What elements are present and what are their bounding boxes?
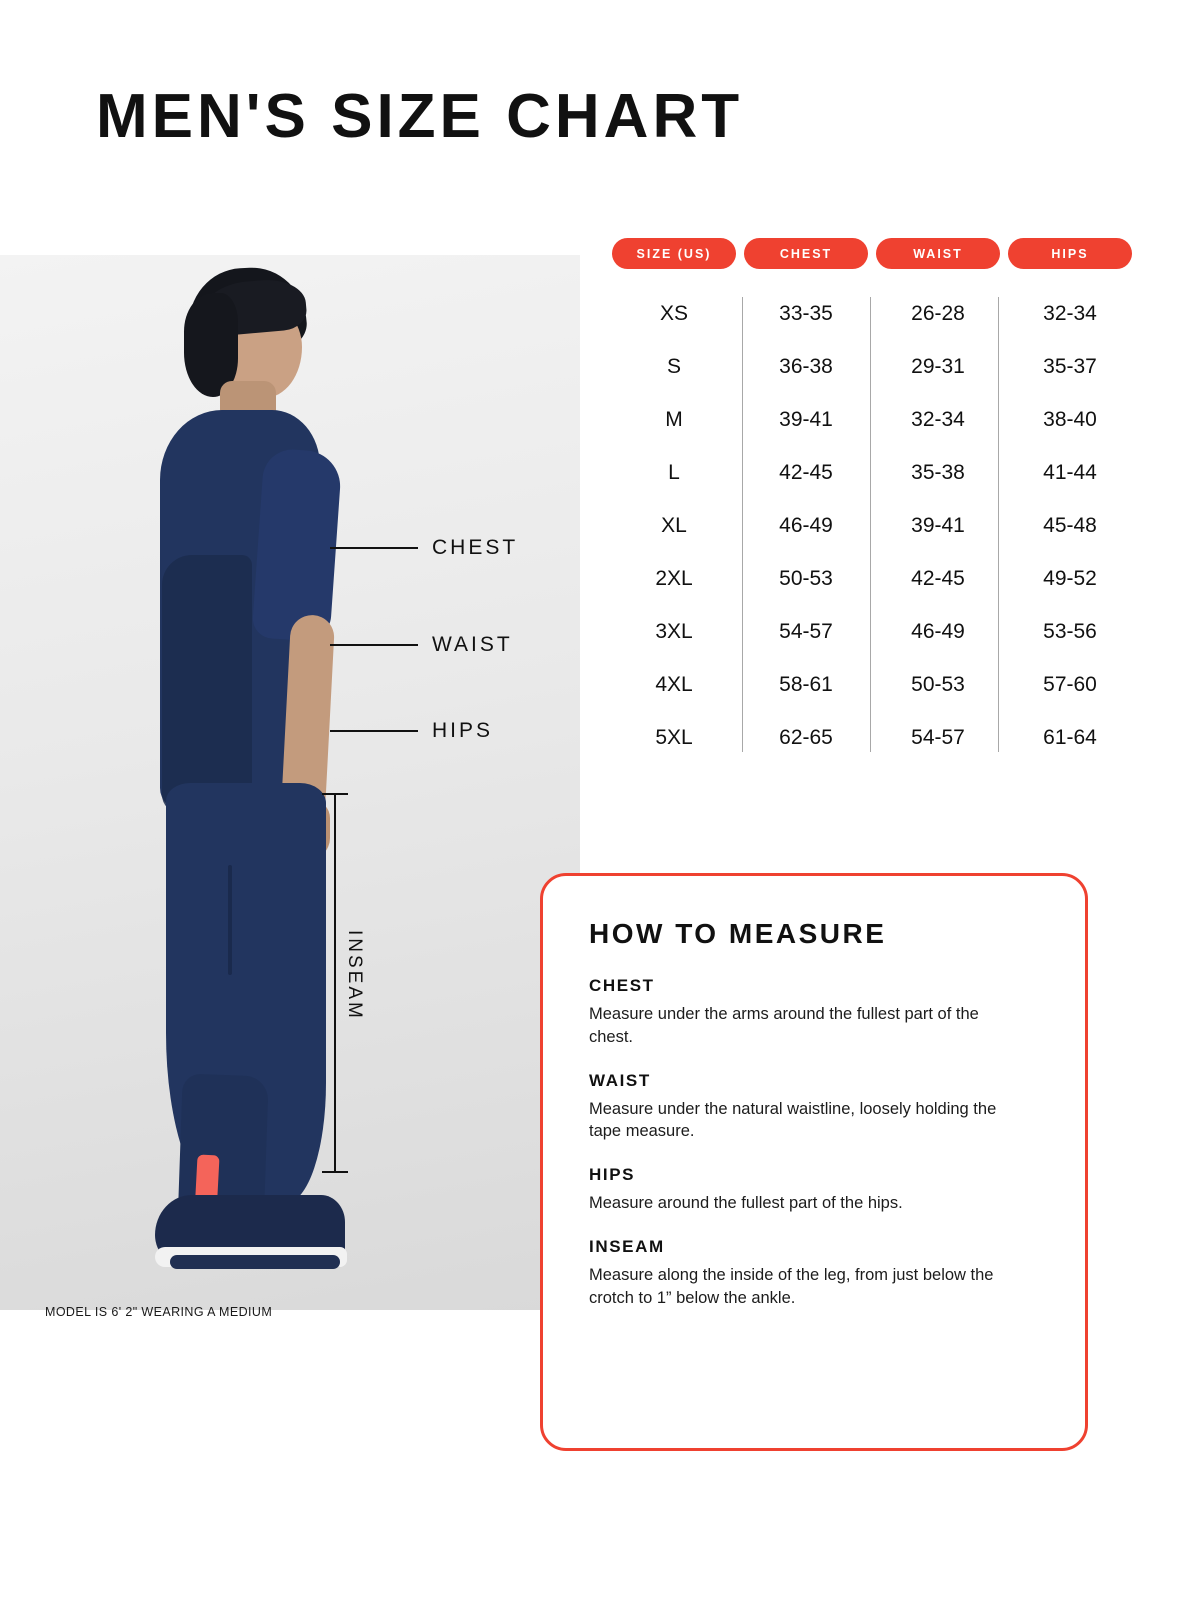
how-to-item-inseam: [589, 1237, 1039, 1310]
cell-size: XL: [661, 513, 687, 537]
column-header-waist: WAIST: [876, 238, 1000, 269]
cell-hips: 53-56: [1043, 619, 1097, 643]
column-header-size: SIZE (US): [612, 238, 736, 269]
cell-waist: 46-49: [911, 619, 965, 643]
model-top-shadow: [162, 555, 252, 813]
table-row: [612, 446, 1132, 499]
cell-size: M: [665, 407, 683, 431]
cell-size: S: [666, 354, 681, 378]
how-to-term-waist: WAIST: [589, 1070, 651, 1090]
table-divider: [998, 297, 999, 752]
cell-waist: 35-38: [911, 460, 965, 484]
cell-waist: 42-45: [911, 566, 965, 590]
cell-hips: 45-48: [1043, 513, 1097, 537]
cell-hips: 49-52: [1043, 566, 1097, 590]
cell-chest: 42-45: [779, 460, 833, 484]
callout-line-icon: [330, 730, 418, 732]
callout-chest-label: CHEST: [432, 536, 519, 559]
cell-chest: 46-49: [779, 513, 833, 537]
table-row: [612, 658, 1132, 711]
cell-chest: 36-38: [779, 354, 833, 378]
cell-chest: 33-35: [779, 301, 833, 325]
column-header-hips: HIPS: [1008, 238, 1132, 269]
cell-chest: 58-61: [779, 672, 833, 696]
inseam-cap-bottom-icon: [322, 1171, 348, 1173]
cell-waist: 54-57: [911, 725, 965, 749]
how-to-item-hips: [589, 1165, 1039, 1215]
table-row: [612, 393, 1132, 446]
how-to-desc-chest: Measure under the arms around the fullest part of the chest.: [589, 1005, 979, 1046]
how-to-measure-card: [540, 873, 1088, 1451]
cell-hips: 41-44: [1043, 460, 1097, 484]
cell-waist: 32-34: [911, 407, 965, 431]
cell-size: 3XL: [655, 619, 693, 643]
model-photo: [0, 255, 580, 1310]
cell-hips: 61-64: [1043, 725, 1097, 749]
table-divider: [870, 297, 871, 752]
model-sleeve: [251, 448, 342, 643]
callout-line-icon: [330, 547, 418, 549]
callout-inseam-label: INSEAM: [344, 930, 365, 1021]
how-to-desc-hips: Measure around the fullest part of the hips.: [589, 1194, 903, 1213]
model-shoe-sole-inner: [170, 1255, 340, 1269]
callout-hips-label: HIPS: [432, 719, 494, 742]
model-figure: [110, 255, 410, 1295]
how-to-desc-inseam: Measure along the inside of the leg, from just below the crotch to 1” below the ankle.: [589, 1265, 994, 1307]
how-to-term-hips: HIPS: [589, 1165, 636, 1185]
cell-hips: 35-37: [1043, 354, 1097, 378]
cell-size: 4XL: [655, 672, 693, 696]
cell-hips: 57-60: [1043, 672, 1097, 696]
cell-chest: 54-57: [779, 619, 833, 643]
callout-waist-label: WAIST: [432, 633, 513, 656]
cell-waist: 50-53: [911, 672, 965, 696]
cell-size: L: [668, 460, 680, 484]
callout-waist: [330, 633, 513, 657]
cell-chest: 62-65: [779, 725, 833, 749]
how-to-item-chest: [589, 976, 1039, 1049]
table-row: [612, 711, 1132, 764]
model-caption: MODEL IS 6' 2" WEARING A MEDIUM: [45, 1305, 273, 1319]
cell-hips: 32-34: [1043, 301, 1097, 325]
cell-size: XS: [659, 301, 688, 325]
table-body: [612, 287, 1132, 764]
page-title: MEN'S SIZE CHART: [96, 82, 744, 151]
table-row: [612, 605, 1132, 658]
cell-hips: 38-40: [1043, 407, 1097, 431]
how-to-item-waist: [589, 1071, 1039, 1144]
cell-chest: 39-41: [779, 407, 833, 431]
cell-size: 2XL: [655, 566, 693, 590]
how-to-desc-waist: Measure under the natural waistline, loosely holding the tape measure.: [589, 1099, 997, 1141]
cell-waist: 39-41: [911, 513, 965, 537]
how-to-measure-heading: HOW TO MEASURE: [589, 918, 887, 949]
cell-waist: 26-28: [911, 301, 965, 325]
cell-chest: 50-53: [779, 566, 833, 590]
model-pants-pocket: [228, 865, 232, 975]
table-row: [612, 287, 1132, 340]
cell-size: 5XL: [655, 725, 693, 749]
callout-line-icon: [330, 644, 418, 646]
how-to-term-chest: CHEST: [589, 976, 655, 995]
column-header-chest: CHEST: [744, 238, 868, 269]
size-chart-table: [612, 238, 1132, 764]
table-row: [612, 340, 1132, 393]
callout-chest: [330, 536, 518, 560]
table-header-row: [612, 238, 1132, 269]
callout-hips: [330, 719, 493, 743]
how-to-term-inseam: INSEAM: [589, 1236, 665, 1256]
inseam-measure-line-icon: [334, 793, 336, 1173]
cell-waist: 29-31: [911, 354, 965, 378]
table-divider: [742, 297, 743, 752]
table-row: [612, 552, 1132, 605]
table-row: [612, 499, 1132, 552]
